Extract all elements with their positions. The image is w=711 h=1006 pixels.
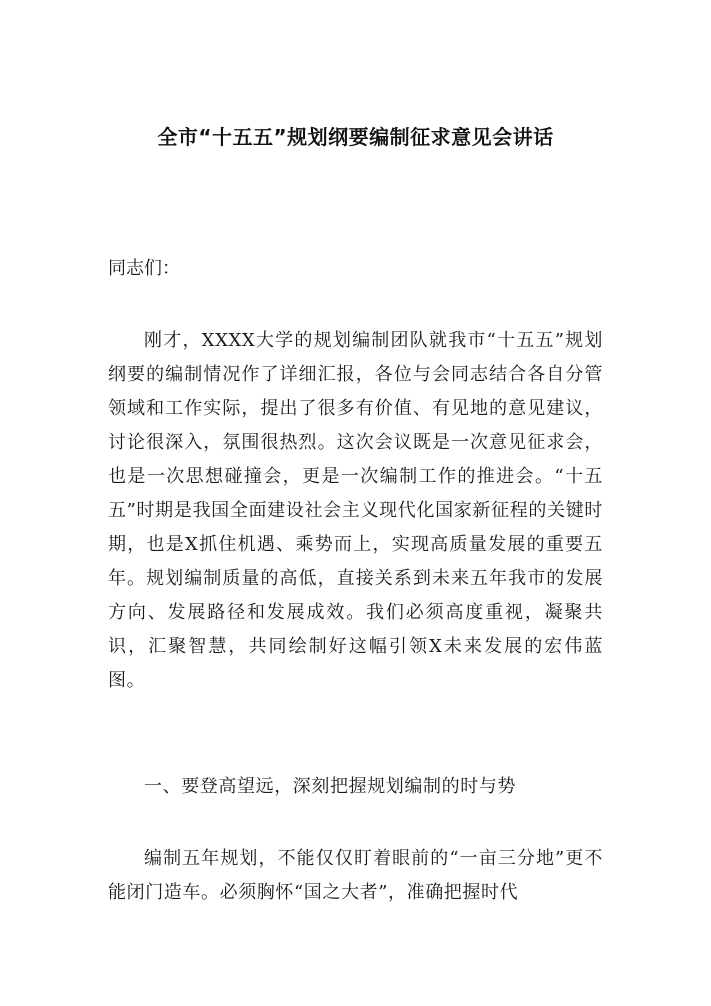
section-heading-1: 一、要登高望远，深刻把握规划编制的时与势 xyxy=(144,776,516,797)
body-paragraph-1: 刚才，XXXX大学的规划编制团队就我市“十五五”规划纲要的编制情况作了详细汇报，各位与会同志结合各自分管领域和工作实际，提出了很多有价值、有见地的意见建议，讨论很深入，氛围很热烈。这次会议既是一次意见征求会，也是一次思想碰撞会，更是一次编制工作的推进会。“十五五”时期是我国全面建设社会主义现代化国家新征程的关键时期，也是X抓住机遇、乘势而上，实现高质量发展的重要五年。规划编制质量的高低，直接关系到未来五年我市的发展方向、发展路径和发展成效。我们必须高度重视，凝聚共识，汇聚智慧，共同绘制好这幅引领X未来发展的宏伟蓝图。 xyxy=(108,330,603,691)
salutation: 同志们： xyxy=(108,258,180,279)
document-title: 全市“十五五”规划纲要编制征求意见会讲话 xyxy=(157,125,554,149)
body-paragraph-2: 编制五年规划，不能仅仅盯着眼前的“一亩三分地”更不能闭门造车。必须胸怀“国之大者”，准确把握时代 xyxy=(108,848,603,903)
